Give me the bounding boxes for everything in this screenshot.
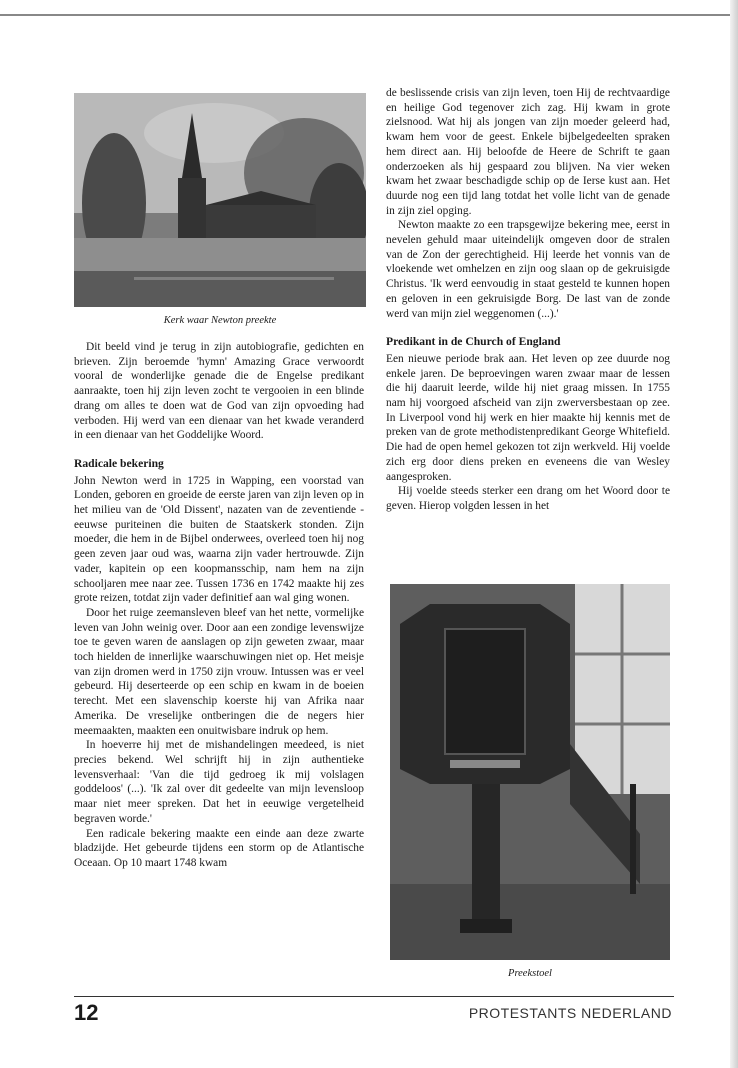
top-rule: [0, 14, 738, 16]
pulpit-illustration: [390, 584, 670, 960]
magazine-title: PROTESTANTS NEDERLAND: [468, 1005, 672, 1021]
paragraph: Door het ruige zeemansleven bleef van het nette, vormelijke leven van John weinig over. Door aan een zondige levenswijze toe te geven waren de aanslagen op zijn geweten zwaar, maar toch hielden de innerlijke waarschuwingen niet op. Het meisje van zijn dromen werd in 1750 zijn vrouw. Intussen was er veel gebeurd. Hij deserteerde op een schip en kwam in de boeien terecht. Met een slavenschip koerste hij van Afrika naar Amerika. De vreselijke ontberingen die de negers hier meemaakten, maakten een onuitwisbare indruk op hem.: [74, 606, 364, 737]
page-edge: [730, 0, 738, 1068]
section-heading-predikant: Predikant in de Church of England: [386, 335, 561, 349]
pulpit-photo-caption: Preekstoel: [508, 968, 552, 979]
church-illustration: [74, 93, 366, 307]
page-number: 12: [74, 1000, 99, 1025]
right-column: [386, 86, 670, 514]
section-heading-radicale-bekering: Radicale bekering: [74, 456, 164, 470]
intro-paragraph: Dit beeld vind je terug in zijn autobiografie, gedichten en brieven. Zijn beroemde 'hymn' Amazing Grace verwoordt vooral de wonderlijke genade die de Engelse predikant aanraakte, toen hij zijn leven zocht te vergooien in een blinde drang om alles te doen wat de God van zijn opvoeding had verboden. Hij werd van een dienaar van het kwade veranderd in een dienaar van het Goddelijke Woord.: [74, 341, 364, 442]
left-column: [74, 340, 364, 871]
paragraph: de beslissende crisis van zijn leven, toen Hij de rechtvaardige en heilige God tegenover zich zag. Hij kwam in grote zielsnood. Wat hij als jongen van zijn moeder geleerd had, kwam hem voor de geest. Enkele bijbelgedeelten spraken hem direct aan. Hij beloofde de Heere de Schrift te gaan onderzoeken als hij gespaard zou blijven. Na vier weken kwam het zwaar beschadigde schip op de Ierse kust aan. Het duurde nog een tijd lang totdat het volle licht van de genade in zijn ziel opging.: [386, 87, 670, 217]
church-photo: [74, 93, 366, 307]
paragraph: In hoeverre hij met de mishandelingen meedeed, is niet precies bekend. Wel schrijft hij in zijn authentieke levensverhaal: 'Van die tijd gedroeg ik mij volslagen goddeloos' (...). 'Ik zal over dit gedeelte van mijn levensloop maar niet meer spreken. Dat het in eeuwige vergetelheid begraven worde.': [74, 739, 364, 825]
pulpit-photo: [390, 584, 670, 960]
church-photo-caption: Kerk waar Newton preekte: [163, 315, 277, 326]
paragraph: Een radicale bekering maakte een einde aan deze zwarte bladzijde. Het gebeurde tijdens een storm op de Atlantische Oceaan. Op 10 maart 1748 kwam: [74, 827, 364, 869]
paragraph: John Newton werd in 1725 in Wapping, een voorstad van Londen, geboren en groeide de eerste jaren van zijn leven op in het milieu van de 'Old Dissent', nazaten van de zeventiende -eeuwse puriteinen die buiten de Staatskerk stonden. Zijn moeder, die hem in de Bijbel onderwees, overleed toen hij nog geen zeven jaar oud was, waarna zijn vader hertrouwde. Zijn vader, kapitein op een koopmansschip, nam hem na zijn schooljaren mee naar zee. Tussen 1736 en 1742 maakte hij zes grote reizen, totdat zijn vader definitief aan wal ging wonen.: [74, 474, 364, 605]
footer-rule: [74, 996, 674, 997]
paragraph: Hij voelde steeds sterker een drang om het Woord door te geven. Hierop volgden lessen in het: [386, 485, 670, 512]
paragraph: Een nieuwe periode brak aan. Het leven op zee duurde nog enkele jaren. De beproevingen waren zwaar maar de lessen die hij daaruit leerde, wilde hij niet graag missen. In 1755 nam hij voorgoed afscheid van zijn zwerversbestaan op zee. In Liverpool vond hij werk en hier maakte hij kennis met de preken van de grote methodistenpredikant George Whitefield. Die had de open hemel gekozen tot zijn werkveld. Hij voelde zich erg door diens preken en eveneens die van Wesley aangesproken.: [386, 352, 670, 483]
paragraph: Newton maakte zo een trapsgewijze bekering mee, eerst in nevelen gehuld maar uiteindelijk omgeven door de stralen van de Zon der gerechtigheid. Hij leerde het vonnis van de vloekende wet omhelzen en zijn oog slaan op de gekruisigde Christus. 'Ik werd eenvoudig in staat gesteld te kunnen hopen en geloven in een gekruisigde Borg. De last van de zonde werd van mijn ziel weggenomen (...).': [386, 219, 670, 320]
